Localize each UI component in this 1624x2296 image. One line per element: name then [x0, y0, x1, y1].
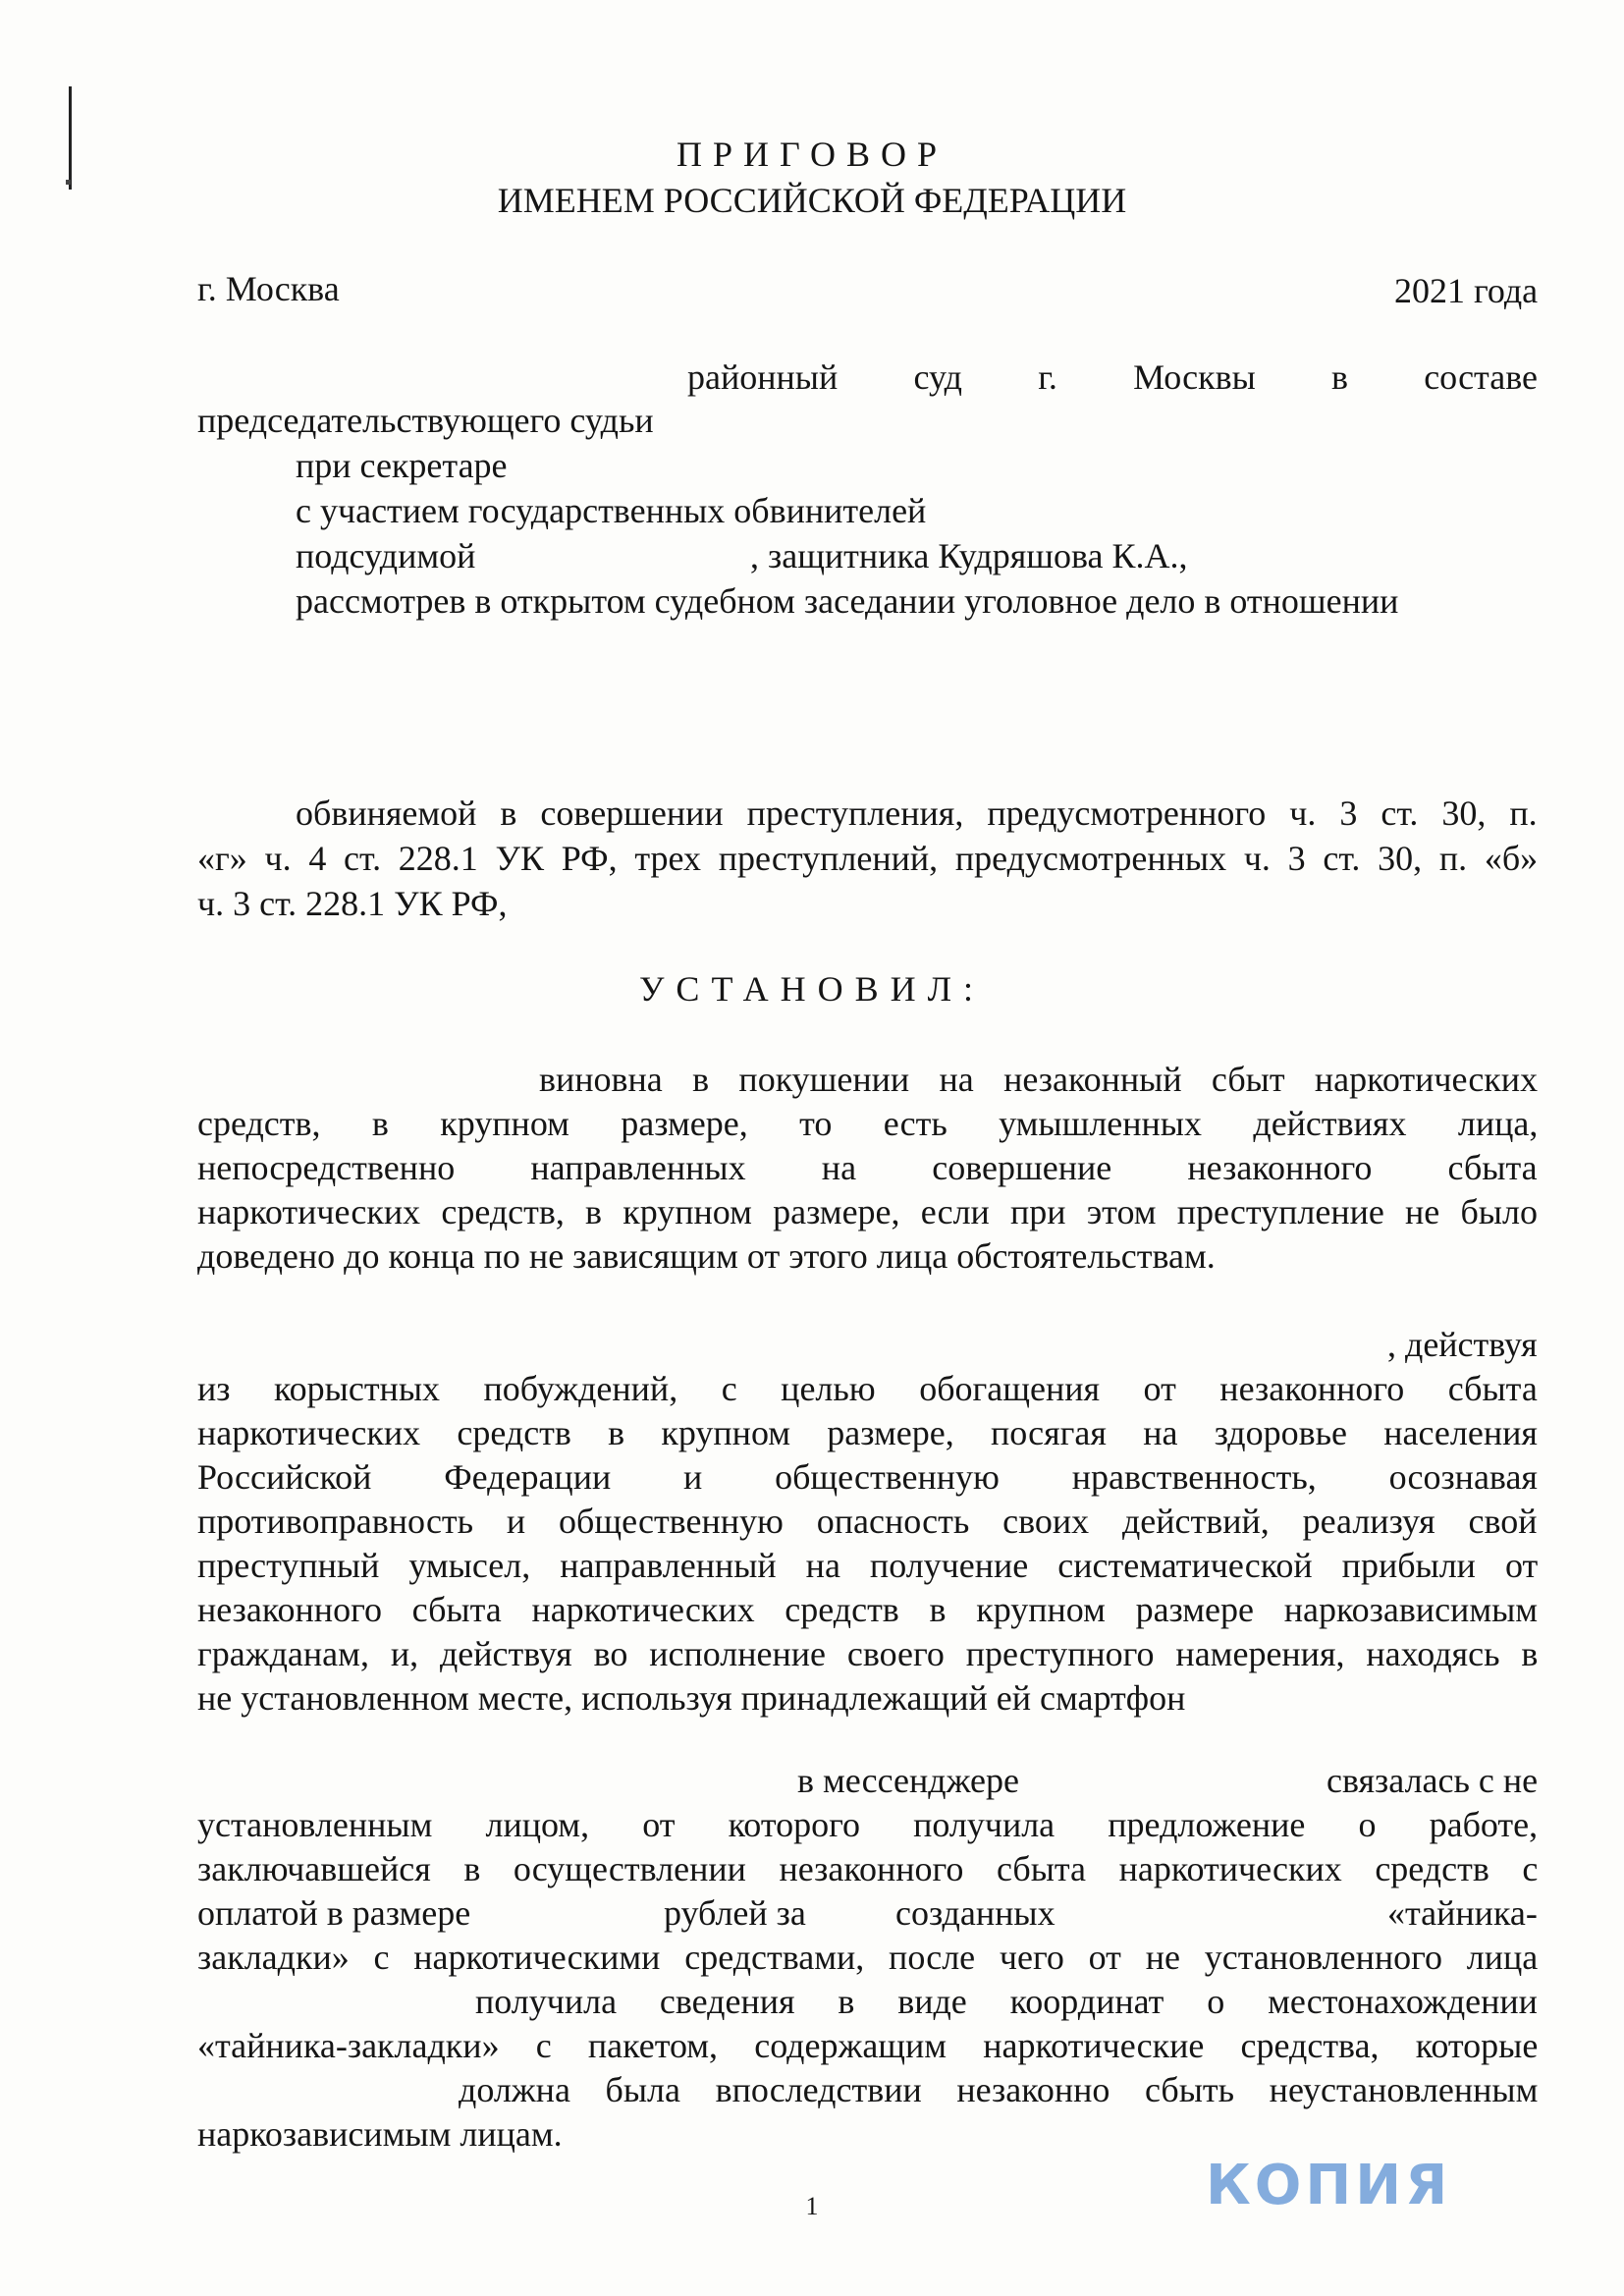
p3-contacted: связалась с не — [1326, 1761, 1539, 1800]
p2-line-4: Российской Федерации и общественную нравственность, осознавая — [197, 1457, 1538, 1497]
year: 2021 года — [1394, 271, 1539, 310]
document-title: ПРИГОВОР — [677, 135, 947, 174]
p3-rubles: рублей за — [664, 1893, 806, 1933]
secretary: при секретаре — [296, 446, 508, 485]
p3-line-7: «тайника-закладки» с пакетом, содержащим наркотические средства, которые — [197, 2026, 1539, 2065]
p1-line-4: наркотических средств, в крупном размере, если при этом преступление не было — [197, 1192, 1538, 1231]
section-heading: УСТАНОВИЛ: — [638, 969, 986, 1009]
defendant-label: подсудимой — [296, 536, 476, 575]
p3-line-6: получила сведения в виде координат о местонахождении — [475, 1982, 1538, 2021]
court-word: составе — [1424, 357, 1538, 397]
p2-line-1: , действуя — [1387, 1325, 1538, 1364]
city: г. Москва — [197, 269, 340, 308]
p1-line-3: непосредственно направленных на совершение незаконного сбыта — [197, 1148, 1538, 1187]
court-word: суд — [913, 357, 962, 397]
p3-payment: оплатой в размере — [197, 1893, 471, 1933]
p2-line-9: не установленном месте, используя принадлежащий ей смартфон — [197, 1678, 1186, 1718]
court-word: г. — [1038, 357, 1057, 397]
court-word: районный — [687, 357, 839, 397]
court-word: Москвы — [1133, 357, 1256, 397]
considered-line: рассмотрев в открытом судебном заседании уголовное дело в отношении — [296, 581, 1399, 621]
accused-line-3: ч. 3 ст. 228.1 УК РФ, — [197, 884, 508, 923]
presiding-judge: председательствующего судьи — [197, 401, 654, 440]
p3-created: созданных — [895, 1893, 1056, 1933]
defender: , защитника Кудряшова К.А., — [750, 536, 1188, 575]
court-word: в — [1331, 357, 1348, 397]
p3-line-8: должна была впоследствии незаконно сбыть неустановленным — [459, 2070, 1539, 2109]
court-line — [687, 355, 1538, 399]
page-number: 1 — [805, 2192, 819, 2220]
p2-line-5: противоправность и общественную опасность своих действий, реализуя свой — [197, 1502, 1538, 1541]
p2-line-3: наркотических средств в крупном размере, посягая на здоровье населения — [197, 1413, 1538, 1452]
p3-cache: «тайника- — [1387, 1893, 1538, 1933]
prosecutors: с участием государственных обвинителей — [296, 491, 927, 530]
p2-line-7: незаконного сбыта наркотических средств в крупном размере наркозависимым — [197, 1590, 1539, 1629]
p2-line-6: преступный умысел, направленный на получение систематической прибыли от — [197, 1546, 1539, 1585]
p3-line-5: закладки» с наркотическими средствами, после чего от не установленного лица — [197, 1938, 1539, 1977]
accused-line-2: «г» ч. 4 ст. 228.1 УК РФ, трех преступлений, предусмотренных ч. 3 ст. 30, п. «б» — [197, 839, 1539, 878]
p3-line-2: установленным лицом, от которого получила предложение о работе, — [197, 1805, 1539, 1844]
p2-line-2: из корыстных побуждений, с целью обогащения от незаконного сбыта — [197, 1369, 1538, 1408]
p3-line-3: заключавшейся в осуществлении незаконного сбыта наркотических средств с — [197, 1849, 1539, 1888]
p2-line-8: гражданам, и, действуя во исполнение своего преступного намерения, находясь в — [197, 1634, 1539, 1673]
p3-line-9: наркозависимым лицам. — [197, 2114, 563, 2154]
p1-line-1: виновна в покушении на незаконный сбыт наркотических — [539, 1060, 1539, 1099]
document-subtitle: ИМЕНЕМ РОССИЙСКОЙ ФЕДЕРАЦИИ — [497, 181, 1127, 220]
p1-line-5: доведено до конца по не зависящим от этого лица обстоятельствам. — [197, 1236, 1216, 1276]
p1-line-2: средств, в крупном размере, то есть умышленных действиях лица, — [197, 1104, 1539, 1143]
p3-messenger: в мессенджере — [797, 1761, 1019, 1800]
accused-line-1: обвиняемой в совершении преступления, предусмотренного ч. 3 ст. 30, п. — [296, 793, 1538, 833]
copy-stamp: КОПИЯ — [1206, 2154, 1452, 2217]
